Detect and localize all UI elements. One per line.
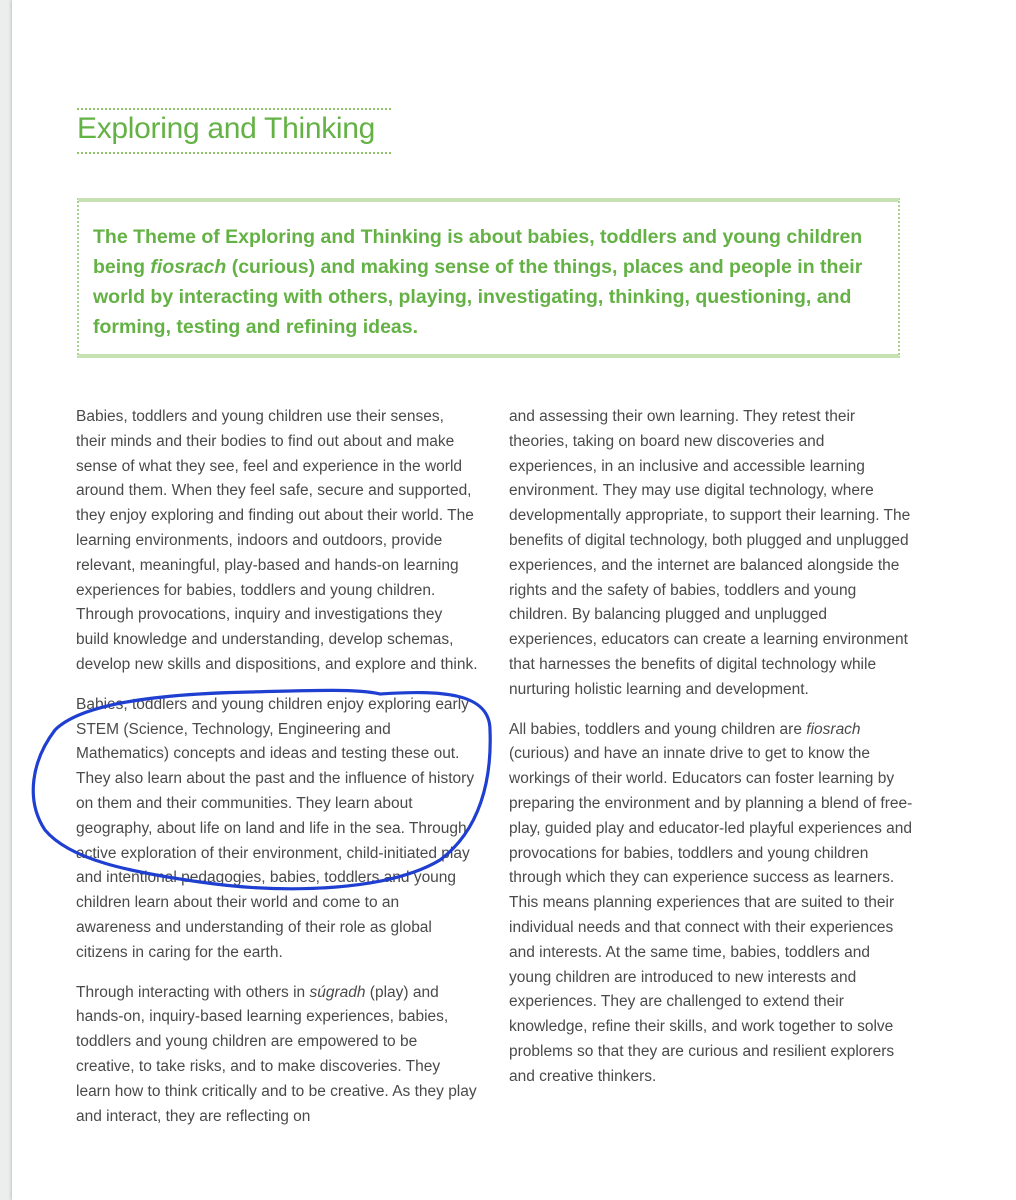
right-p2-part2: (curious) and have an innate drive to get to know the workings of their world. Educators can foster learning by preparing the environment and by planning a blend of free-play, guided play and educator-led playful experiences and provocations for babies, toddlers and young children through which they can experience success as learners. This means planning experiences that are suited to their individual needs and that connect with their experiences and interests. At the same time, babies, toddlers and young children are introduced to new interests and experiences. They are challenged to extend their knowledge, refine their skills, and work together to solve problems so that they are curious and resilient explorers and creative thinkers. <box>509 745 913 1085</box>
left-paragraph-3 <box>76 981 478 1130</box>
page-title: Exploring and Thinking <box>77 112 376 145</box>
callout-text-part2: (curious) and making sense of the things, places and people in their world by interacting with others, playing, investigating, thinking, questioning, and forming, testing and refining ideas. <box>93 256 863 338</box>
right-p2-italic-term: fiosrach <box>806 720 861 738</box>
left-column <box>76 405 478 1129</box>
document-page <box>12 0 1016 1200</box>
title-frame <box>77 108 391 154</box>
right-p2-part1: All babies, toddlers and young children are <box>509 720 807 738</box>
right-paragraph-1: and assessing their own learning. They retest their theories, taking on board new discoveries and experiences, in an inclusive and accessible learning environment. They may use digital technology, where developmentally appropriate, to support their learning. The benefits of digital technology, both plugged and unplugged experiences, and the internet are balanced alongside the rights and the safety of babies, toddlers and young children. By balancing plugged and unplugged experiences, educators can create a learning environment that harnesses the benefits of digital technology while nurturing holistic learning and development. <box>509 408 911 698</box>
left-paragraph-2: Babies, toddlers and young children enjoy exploring early STEM (Science, Technology, Engineering and Mathematics) concepts and ideas and testing these out. They also learn about the past and the influence of history on them and their communities. They learn about geography, about life on land and life in the sea. Through active exploration of their environment, child-initiated play and intentional pedagogies, babies, toddlers and young children learn about their world and come to an awareness and understanding of their role as global citizens in caring for the earth. <box>76 695 475 961</box>
right-column <box>509 405 914 1090</box>
right-paragraph-2 <box>509 718 914 1090</box>
theme-callout-text <box>93 222 893 342</box>
left-p3-part2: (play) and hands-on, inquiry-based learning experiences, babies, toddlers and young children are empowered to be creative, to take risks, and to make discoveries. They learn how to think critically and to be creative. As they play and interact, they are reflecting on <box>76 983 477 1125</box>
theme-callout-box <box>77 198 900 358</box>
callout-italic-term: fiosrach <box>150 256 227 278</box>
left-paragraph-1: Babies, toddlers and young children use their senses, their minds and their bodies to find out about and make sense of what they see, feel and experience in the world around them. When they feel safe, secure and supported, they enjoy exploring and finding out about their world. The learning environments, indoors and outdoors, provide relevant, meaningful, play-based and hands-on learning experiences for babies, toddlers and young children. Through provocations, inquiry and investigations they build knowledge and understanding, develop schemas, develop new skills and dispositions, and explore and think. <box>76 408 478 673</box>
callout-text-part1: The Theme of Exploring and Thinking is about babies, toddlers and young children being <box>93 226 863 278</box>
left-p3-italic-term: súgradh <box>309 983 366 1001</box>
left-p3-part1: Through interacting with others in <box>76 983 310 1001</box>
